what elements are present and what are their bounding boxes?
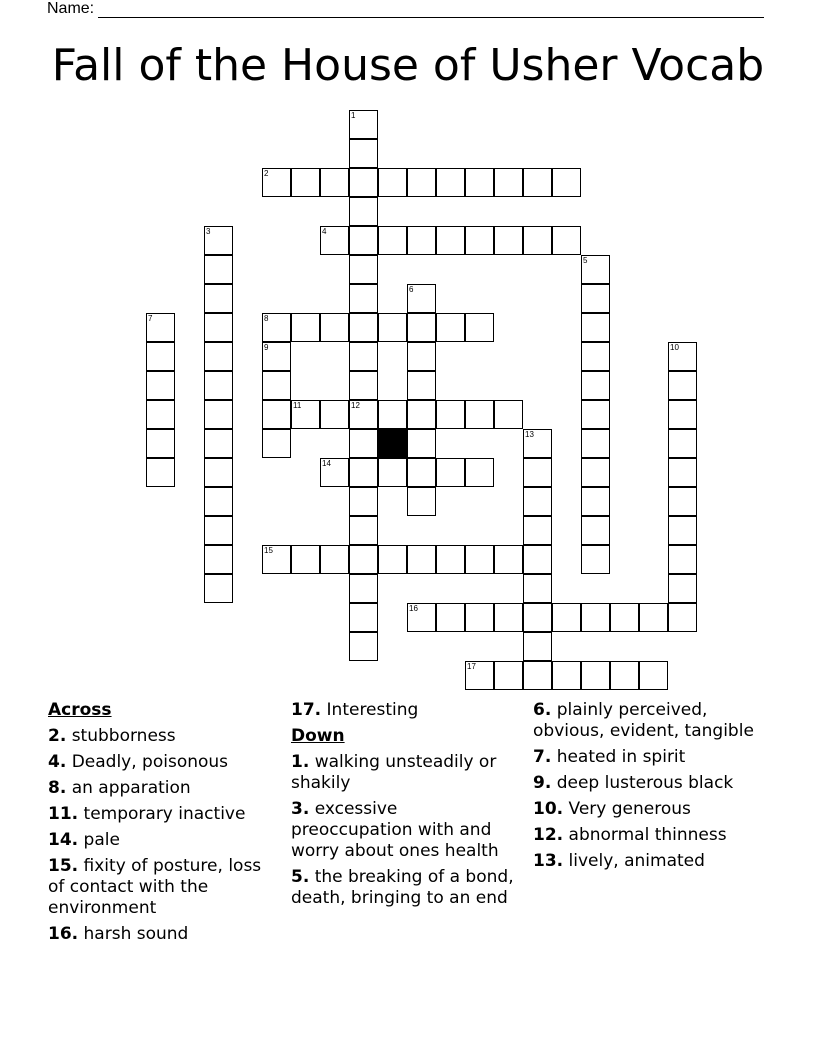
page-title: Fall of the House of Usher Vocab (51, 40, 765, 91)
grid-cell[interactable] (581, 313, 610, 342)
grid-cell[interactable] (668, 371, 697, 400)
grid-cell[interactable] (204, 226, 233, 255)
grid-cell[interactable] (581, 516, 610, 545)
grid-cell[interactable] (349, 284, 378, 313)
grid-cell[interactable] (262, 429, 291, 458)
clue-number: 11. (48, 804, 79, 824)
grid-cell[interactable] (668, 574, 697, 603)
clue-number-label: 1 (351, 111, 356, 120)
clue-number-label: 16 (409, 604, 418, 613)
grid-cell[interactable] (349, 487, 378, 516)
name-label: Name: (47, 0, 95, 17)
grid-cell[interactable] (494, 545, 523, 574)
clue-across-16 (48, 924, 280, 945)
grid-cell[interactable] (407, 545, 436, 574)
clue-text: lively, animated (568, 851, 705, 871)
grid-cell[interactable] (407, 487, 436, 516)
clue-across-8 (48, 778, 280, 799)
clue-text: stubborness (71, 726, 176, 746)
clue-text: the breaking of a bond, death, bringing to an end (291, 867, 514, 908)
grid-cell[interactable] (204, 545, 233, 574)
clue-down-6 (533, 700, 763, 742)
grid-cell[interactable] (639, 661, 668, 690)
grid-cell[interactable] (204, 284, 233, 313)
clue-number: 2. (48, 726, 67, 746)
grid-cell[interactable] (581, 661, 610, 690)
grid-cell[interactable] (494, 400, 523, 429)
grid-cell[interactable] (204, 487, 233, 516)
grid-cell[interactable] (436, 226, 465, 255)
clue-down-9 (533, 773, 763, 794)
grid-cell[interactable] (523, 632, 552, 661)
grid-cell[interactable] (349, 603, 378, 632)
clue-down-13 (533, 851, 763, 872)
grid-cell[interactable] (291, 545, 320, 574)
clue-number: 6. (533, 700, 552, 720)
clue-across-4 (48, 752, 280, 773)
grid-cell[interactable] (610, 603, 639, 632)
grid-cell[interactable] (204, 342, 233, 371)
clue-number: 1. (291, 752, 310, 772)
grid-cell[interactable] (465, 226, 494, 255)
grid-cell[interactable] (465, 313, 494, 342)
clue-down-3 (291, 799, 523, 862)
grid-cell[interactable] (349, 574, 378, 603)
grid-cell[interactable] (523, 168, 552, 197)
grid-cell[interactable] (436, 545, 465, 574)
grid-cell[interactable] (262, 168, 291, 197)
clue-number: 14. (48, 830, 79, 850)
grid-cell[interactable] (407, 342, 436, 371)
clue-number-label: 4 (322, 227, 327, 236)
grid-cell[interactable] (204, 255, 233, 284)
grid-cell[interactable] (349, 197, 378, 226)
clue-text: fixity of posture, loss of contact with the environment (48, 856, 262, 918)
grid-cell[interactable] (668, 458, 697, 487)
grid-cell[interactable] (465, 458, 494, 487)
grid-cell[interactable] (668, 516, 697, 545)
grid-cell[interactable] (349, 342, 378, 371)
grid-cell[interactable] (407, 313, 436, 342)
grid-cell[interactable] (378, 545, 407, 574)
grid-cell[interactable] (436, 458, 465, 487)
grid-cell[interactable] (668, 603, 697, 632)
clue-across-2 (48, 726, 280, 747)
clue-across-14 (48, 830, 280, 851)
grid-cell[interactable] (146, 342, 175, 371)
grid-cell[interactable] (494, 168, 523, 197)
grid-cell[interactable] (349, 313, 378, 342)
clue-number: 8. (48, 778, 67, 798)
grid-cell[interactable] (668, 400, 697, 429)
grid-cell[interactable] (291, 168, 320, 197)
grid-cell[interactable] (465, 603, 494, 632)
grid-cell[interactable] (581, 545, 610, 574)
clue-text: an apparation (71, 778, 191, 798)
clue-across-17 (291, 700, 523, 721)
clue-number: 9. (533, 773, 552, 793)
grid-cell[interactable] (262, 545, 291, 574)
grid-cell[interactable] (523, 603, 552, 632)
grid-cell[interactable] (581, 400, 610, 429)
clue-text: temporary inactive (83, 804, 246, 824)
clue-text: abnormal thinness (568, 825, 727, 845)
clue-number: 16. (48, 924, 79, 944)
grid-cell[interactable] (349, 168, 378, 197)
clue-down-12 (533, 825, 763, 846)
clue-column-1 (48, 700, 280, 950)
grid-cell[interactable] (523, 226, 552, 255)
grid-cell[interactable] (349, 458, 378, 487)
grid-cell[interactable] (349, 110, 378, 139)
grid-cell[interactable] (581, 371, 610, 400)
grid-cell[interactable] (465, 400, 494, 429)
grid-cell[interactable] (668, 342, 697, 371)
grid-cell[interactable] (552, 168, 581, 197)
clue-number: 3. (291, 799, 310, 819)
grid-cell[interactable] (436, 603, 465, 632)
clue-number: 17. (291, 700, 322, 720)
grid-cell[interactable] (581, 487, 610, 516)
grid-cell[interactable] (349, 139, 378, 168)
grid-cell[interactable] (407, 371, 436, 400)
grid-cell[interactable] (146, 400, 175, 429)
clue-text: plainly perceived, obvious, evident, tangible (533, 700, 754, 741)
clue-down-1 (291, 752, 523, 794)
grid-cell[interactable] (465, 168, 494, 197)
grid-cell[interactable] (378, 400, 407, 429)
grid-cell[interactable] (407, 603, 436, 632)
grid-cell[interactable] (349, 371, 378, 400)
grid-cell[interactable] (378, 226, 407, 255)
clue-number: 13. (533, 851, 564, 871)
clue-number-label: 5 (583, 256, 588, 265)
clue-across-11 (48, 804, 280, 825)
clue-number: 5. (291, 867, 310, 887)
clue-text: Deadly, poisonous (71, 752, 229, 772)
down-heading: Down (291, 726, 345, 746)
grid-cell[interactable] (523, 574, 552, 603)
grid-cell[interactable] (668, 429, 697, 458)
grid-cell[interactable] (378, 168, 407, 197)
grid-cell[interactable] (523, 458, 552, 487)
grid-cell[interactable] (262, 313, 291, 342)
grid-cell[interactable] (146, 429, 175, 458)
grid-cell[interactable] (320, 168, 349, 197)
grid-cell[interactable] (581, 458, 610, 487)
clue-across-15 (48, 856, 280, 919)
grid-cell[interactable] (668, 545, 697, 574)
grid-cell[interactable] (204, 516, 233, 545)
clue-number: 4. (48, 752, 67, 772)
grid-cell[interactable] (523, 661, 552, 690)
grid-cell[interactable] (204, 574, 233, 603)
grid-cell[interactable] (320, 313, 349, 342)
grid-cell[interactable] (552, 226, 581, 255)
grid-cell[interactable] (262, 400, 291, 429)
grid-cell[interactable] (146, 313, 175, 342)
clue-number-label: 12 (351, 401, 360, 410)
clue-number-label: 2 (264, 169, 269, 178)
grid-cell[interactable] (581, 603, 610, 632)
clue-down-7 (533, 747, 763, 768)
grid-cell[interactable] (407, 226, 436, 255)
grid-cell[interactable] (494, 661, 523, 690)
clue-text: excessive preoccupation with and worry about ones health (291, 799, 499, 861)
grid-cell[interactable] (610, 661, 639, 690)
grid-cell[interactable] (494, 603, 523, 632)
clue-number-label: 3 (206, 227, 211, 236)
clue-number-label: 14 (322, 459, 331, 468)
grid-cell[interactable] (581, 429, 610, 458)
grid-cell[interactable] (581, 255, 610, 284)
clue-number-label: 6 (409, 285, 414, 294)
grid-cell[interactable] (320, 226, 349, 255)
grid-cell[interactable] (436, 313, 465, 342)
grid-cell[interactable] (407, 458, 436, 487)
grid-cell[interactable] (407, 168, 436, 197)
blocked-cell (378, 429, 407, 458)
grid-cell[interactable] (204, 371, 233, 400)
grid-cell[interactable] (349, 516, 378, 545)
clue-text: deep lusterous black (556, 773, 734, 793)
grid-cell[interactable] (378, 313, 407, 342)
clue-text: harsh sound (83, 924, 189, 944)
grid-cell[interactable] (378, 458, 407, 487)
grid-cell[interactable] (349, 226, 378, 255)
grid-cell[interactable] (146, 458, 175, 487)
grid-cell[interactable] (349, 632, 378, 661)
clue-number-label: 10 (670, 343, 679, 352)
grid-cell[interactable] (349, 545, 378, 574)
clue-column-3 (533, 700, 763, 877)
grid-cell[interactable] (349, 255, 378, 284)
grid-cell[interactable] (262, 371, 291, 400)
clue-number-label: 8 (264, 314, 269, 323)
grid-cell[interactable] (581, 342, 610, 371)
grid-cell[interactable] (320, 545, 349, 574)
clue-number-label: 7 (148, 314, 153, 323)
clue-text: heated in spirit (556, 747, 686, 767)
clue-column-2 (291, 700, 523, 914)
grid-cell[interactable] (668, 487, 697, 516)
grid-cell[interactable] (639, 603, 668, 632)
clue-down-5 (291, 867, 523, 909)
clue-number: 12. (533, 825, 564, 845)
grid-cell[interactable] (581, 284, 610, 313)
clue-text: walking unsteadily or shakily (291, 752, 497, 793)
grid-cell[interactable] (262, 342, 291, 371)
grid-cell[interactable] (436, 168, 465, 197)
grid-cell[interactable] (494, 226, 523, 255)
grid-cell[interactable] (291, 313, 320, 342)
grid-cell[interactable] (320, 458, 349, 487)
grid-cell[interactable] (523, 429, 552, 458)
clue-text: Very generous (568, 799, 691, 819)
grid-cell[interactable] (204, 458, 233, 487)
grid-cell[interactable] (552, 603, 581, 632)
grid-cell[interactable] (436, 400, 465, 429)
clue-number-label: 17 (467, 662, 476, 671)
grid-cell[interactable] (204, 429, 233, 458)
grid-cell[interactable] (552, 661, 581, 690)
grid-cell[interactable] (523, 545, 552, 574)
clue-number-label: 13 (525, 430, 534, 439)
grid-cell[interactable] (349, 400, 378, 429)
grid-cell[interactable] (523, 487, 552, 516)
grid-cell[interactable] (291, 400, 320, 429)
grid-cell[interactable] (320, 400, 349, 429)
grid-cell[interactable] (407, 400, 436, 429)
clue-number: 15. (48, 856, 79, 876)
grid-cell[interactable] (523, 516, 552, 545)
grid-cell[interactable] (204, 313, 233, 342)
clue-text: Interesting (326, 700, 419, 720)
grid-cell[interactable] (465, 661, 494, 690)
clue-down-10 (533, 799, 763, 820)
clue-text: pale (83, 830, 120, 850)
grid-cell[interactable] (407, 429, 436, 458)
clue-number-label: 11 (293, 401, 302, 410)
clue-number-label: 9 (264, 343, 269, 352)
clue-number-label: 15 (264, 546, 273, 555)
grid-cell[interactable] (407, 284, 436, 313)
grid-cell[interactable] (204, 400, 233, 429)
clue-number: 7. (533, 747, 552, 767)
grid-cell[interactable] (465, 545, 494, 574)
grid-cell[interactable] (146, 371, 175, 400)
clue-number: 10. (533, 799, 564, 819)
across-heading: Across (48, 700, 112, 720)
grid-cell[interactable] (349, 429, 378, 458)
